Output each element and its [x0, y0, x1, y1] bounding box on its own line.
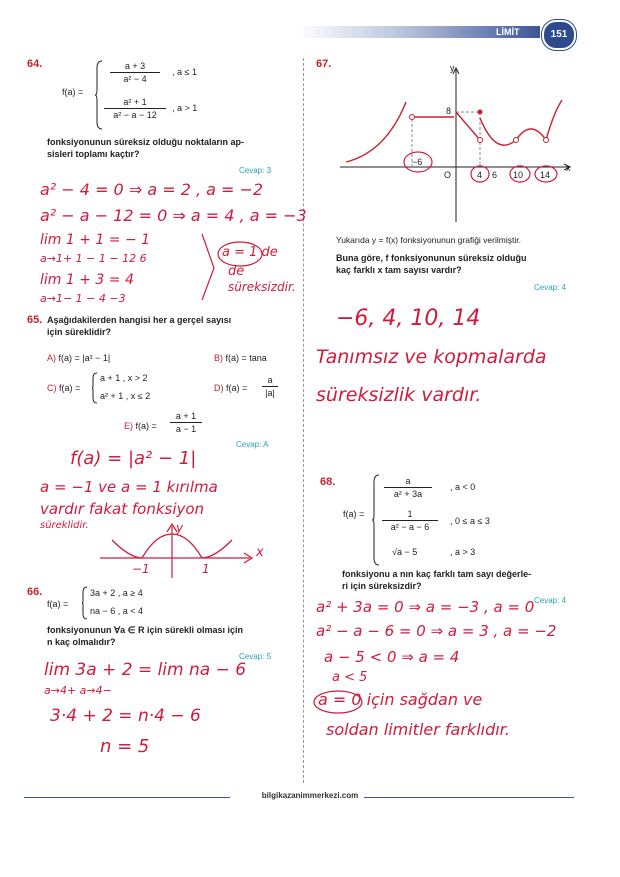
- q67-label-minus6: −6: [412, 157, 423, 167]
- q65-option-c-fx: f(a) =: [59, 383, 81, 393]
- q68-case3-cond: , a > 3: [450, 547, 476, 557]
- q67-graph: [336, 62, 576, 228]
- q68-case2-den: a² − a − 6: [390, 522, 430, 532]
- q67-open-point-4: [544, 138, 549, 143]
- q65-option-e-den: a − 1: [175, 424, 197, 434]
- q67-open-point-3: [514, 138, 519, 143]
- q68-hw-line-2: a² − a − 6 = 0 ⇒ a = 3 , a = −2: [316, 622, 557, 640]
- chapter-title: LİMİT: [496, 27, 520, 37]
- q67-hw-line-1: −6, 4, 10, 14: [336, 306, 481, 331]
- q68-hw-line-1: a² + 3a = 0 ⇒ a = −3 , a = 0: [316, 598, 535, 616]
- page-number-badge: 151: [542, 20, 576, 50]
- q65-option-c-brace: [92, 372, 98, 404]
- q68-case1-fraction: [384, 475, 432, 500]
- q68-brace: [372, 474, 380, 566]
- q67-label-6: 6: [492, 170, 498, 180]
- q68-case2-cond: , 0 ≤ a ≤ 3: [450, 516, 490, 526]
- q65-option-d-num: a: [262, 374, 278, 387]
- q65-option-b: [214, 352, 267, 364]
- q64-hw-line-3: lim 1 + 1 = − 1: [40, 232, 151, 248]
- q68-case2-num: 1: [382, 508, 438, 521]
- q65-answer: Cevap: A: [236, 440, 269, 449]
- q66-answer: Cevap: 5: [239, 652, 272, 661]
- q68-case1-den: a² + 3a: [393, 489, 423, 499]
- q64-question-2: sisleri toplamı kaçtır?: [47, 149, 140, 159]
- q66-number: 66.: [27, 586, 43, 598]
- q65-option-a: [47, 352, 110, 364]
- q66-hw-line-2: a→4+ a→4−: [44, 684, 112, 697]
- q64-number: 64.: [27, 58, 43, 70]
- q65-option-b-text: f(a) = tana: [225, 353, 267, 363]
- q66-case-1: 3a + 2 , a ≥ 4: [90, 588, 143, 598]
- q65-option-c-case-2: a² + 1 , x ≤ 2: [100, 391, 151, 401]
- q67-label-y: y: [450, 63, 455, 73]
- q67-curve-left: [346, 102, 406, 162]
- q65-question: Aşağıdakilerden hangisi her a gerçel sayısı: [47, 315, 232, 325]
- header-bar: [0, 26, 540, 38]
- q64-case2-fraction: [104, 96, 166, 121]
- q64-hw-line-2: a² − a − 12 = 0 ⇒ a = 4 , a = −3: [40, 206, 307, 225]
- q65-hw-axis-y: y: [176, 521, 184, 535]
- q64-case2-cond: , a > 1: [172, 103, 198, 113]
- q64-case1-num: a + 3: [110, 60, 160, 73]
- q64-answer: Cevap: 3: [239, 166, 272, 175]
- q68-answer: Cevap: 4: [534, 596, 567, 605]
- q64-hw-line-6: a→1− 1 − 4 −3: [40, 292, 126, 305]
- q68-hw-line-3: a − 5 < 0 ⇒ a = 4: [324, 648, 460, 666]
- q64-case1-den: a² − 4: [123, 74, 147, 84]
- q66-fx: f(a) =: [47, 599, 69, 609]
- q65-hw-tick-right: 1: [202, 562, 210, 576]
- q67-label-10: 10: [513, 170, 524, 180]
- q64-hw-line-5: lim 1 + 3 = 4: [40, 272, 134, 288]
- q65-option-d: [214, 382, 247, 394]
- q67-answer: Cevap: 4: [534, 283, 567, 292]
- q65-hw-tick-left: −1: [132, 562, 150, 576]
- q65-option-e-fx: f(a) =: [135, 421, 157, 431]
- column-divider: [303, 58, 304, 783]
- q67-label-4: 4: [477, 170, 483, 180]
- q66-question: fonksiyonunun ∀a ∈ R için sürekli olması için: [47, 625, 244, 635]
- q68-fx: f(a) =: [343, 509, 365, 519]
- q68-case1-cond: , a < 0: [450, 482, 476, 492]
- q67-open-point-1: [410, 115, 415, 120]
- q68-case2-fraction: [382, 508, 438, 533]
- q65-option-e-letter: E): [124, 421, 133, 431]
- q65-option-d-den: |a|: [265, 388, 275, 398]
- q65-hw-axis-x: x: [256, 545, 264, 560]
- q67-question-2: kaç farklı x tam sayısı vardır?: [336, 265, 462, 275]
- q65-question-2: için süreklidir?: [47, 327, 112, 337]
- q68-hw-line-4: a < 5: [332, 670, 368, 685]
- q64-hw-note-2: de: [228, 264, 245, 279]
- q67-label-origin: O: [444, 170, 452, 180]
- q66-brace: [82, 586, 88, 620]
- q68-number: 68.: [320, 476, 336, 488]
- q68-question: fonksiyonu a nın kaç farklı tam sayı değerle-: [342, 569, 532, 579]
- q65-option-c-letter: C): [47, 383, 57, 393]
- q65-hw-line-3: vardır fakat fonksiyon: [40, 500, 205, 518]
- q68-case3: √a − 5: [392, 547, 418, 557]
- q64-hw-note-3: süreksizdir.: [228, 280, 296, 294]
- q65-option-d-fx: f(a) =: [226, 383, 248, 393]
- q68-hw-line-5: a = 0 için sağdan ve: [318, 690, 483, 709]
- q64-hw-line-4: a→1+ 1 − 1 − 12 6: [40, 252, 147, 265]
- q68-hw-line-6: soldan limitler farklıdır.: [326, 720, 510, 739]
- q67-label-8: 8: [446, 106, 452, 116]
- q65-hw-line-1: f(a) = |a² − 1|: [70, 448, 197, 469]
- q65-hw-line-2: a = −1 ve a = 1 kırılma: [40, 478, 218, 496]
- q65-number: 65.: [27, 314, 43, 326]
- q66-hw-line-3: 3·4 + 2 = n·4 − 6: [50, 706, 201, 726]
- q67-hw-line-2: Tanımsız ve kopmalarda: [316, 346, 547, 368]
- q64-brace: [95, 60, 103, 130]
- q65-option-c: [47, 382, 80, 394]
- q67-closed-point: [478, 110, 483, 115]
- q64-case2-num: a² + 1: [104, 96, 166, 109]
- q65-option-b-letter: B): [214, 353, 223, 363]
- q67-question: Buna göre, f fonksiyonunun süreksiz olduğu: [336, 253, 527, 263]
- q65-option-a-text: f(a) = |a² − 1|: [58, 353, 111, 363]
- q66-hw-line-4: n = 5: [100, 736, 150, 757]
- q66-question-2: n kaç olmalıdır?: [47, 637, 116, 647]
- q67-label-x: x: [566, 163, 571, 173]
- q66-case-2: na − 6 , a < 4: [90, 606, 144, 616]
- q65-option-e: [124, 420, 157, 432]
- q66-hw-line-1: lim 3a + 2 = lim na − 6: [44, 660, 247, 680]
- q67-curve-right: [480, 100, 562, 145]
- q65-option-e-fraction: [170, 410, 202, 435]
- q68-question-2: ri için süreksizdir?: [342, 581, 422, 591]
- q67-label-14: 14: [540, 170, 551, 180]
- q64-case2-den: a² − a − 12: [113, 110, 157, 120]
- q67-open-point-2: [478, 138, 483, 143]
- q67-caption: Yukarıda y = f(x) fonksiyonunun grafiği verilmiştir.: [336, 235, 521, 245]
- q68-case1-num: a: [384, 475, 432, 488]
- q65-option-d-fraction: [262, 374, 278, 399]
- q65-option-d-letter: D): [214, 383, 224, 393]
- q64-fx: f(a) =: [62, 87, 84, 97]
- q64-hw-marks: [200, 228, 300, 308]
- q67-hw-line-3: süreksizlik vardır.: [316, 384, 482, 406]
- q64-case1-fraction: [110, 60, 160, 85]
- q64-hw-note-1: a = 1 de: [222, 245, 278, 260]
- q64-case1-cond: , a ≤ 1: [172, 67, 197, 77]
- q65-hw-line-4: süreklidir.: [40, 520, 89, 531]
- q67-number: 67.: [316, 58, 332, 70]
- q64-hw-line-1: a² − 4 = 0 ⇒ a = 2 , a = −2: [40, 180, 264, 199]
- q65-option-c-case-1: a + 1 , x > 2: [100, 373, 148, 383]
- footer-website: bilgikazanimmerkezi.com: [261, 791, 359, 800]
- q65-option-e-num: a + 1: [170, 410, 202, 423]
- q64-question: fonksiyonunun süreksiz olduğu noktaların ap-: [47, 137, 245, 147]
- q65-option-a-letter: A): [47, 353, 56, 363]
